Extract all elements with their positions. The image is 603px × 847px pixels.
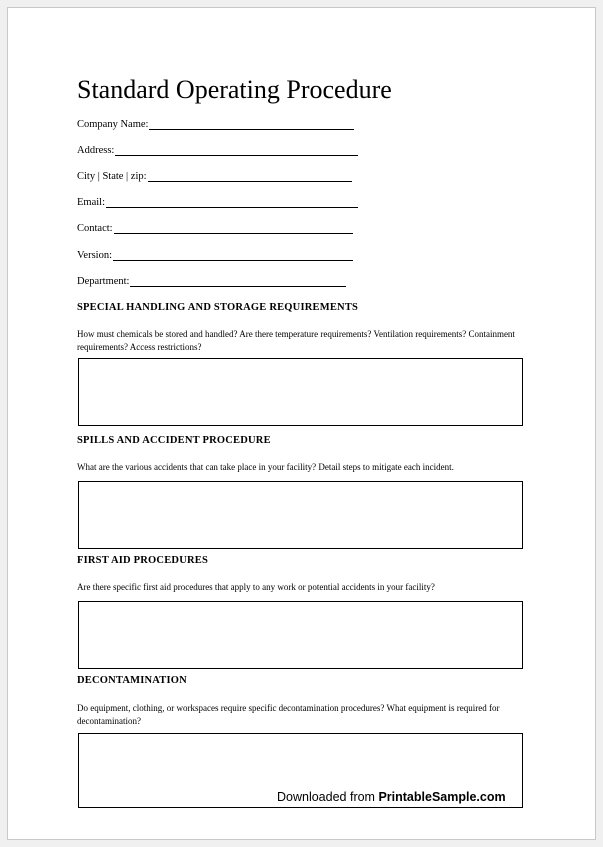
page-title: Standard Operating Procedure xyxy=(77,75,392,104)
field-line[interactable] xyxy=(106,197,358,208)
company-name-field[interactable] xyxy=(77,119,354,130)
field-line[interactable] xyxy=(148,171,352,182)
section-question: What are the various accidents that can take place in your facility? Detail steps to mitigate each incident. xyxy=(77,462,454,472)
field-label: Company Name: xyxy=(77,119,149,130)
email-field[interactable] xyxy=(77,197,358,208)
field-label: Address: xyxy=(77,145,115,156)
field-line[interactable] xyxy=(114,223,353,234)
section-heading: FIRST AID PROCEDURES xyxy=(77,555,208,566)
field-line[interactable] xyxy=(113,250,353,261)
field-label: City | State | zip: xyxy=(77,171,147,182)
first-aid-answer-box[interactable] xyxy=(78,601,523,669)
field-line[interactable] xyxy=(115,145,358,156)
field-label: Email: xyxy=(77,197,105,208)
version-field[interactable] xyxy=(77,250,353,261)
field-label: Version: xyxy=(77,250,112,261)
city-state-zip-field[interactable] xyxy=(77,171,352,182)
section-heading: SPILLS AND ACCIDENT PROCEDURE xyxy=(77,435,271,446)
field-line[interactable] xyxy=(130,276,346,287)
field-label: Department: xyxy=(77,276,130,287)
download-source-watermark xyxy=(277,790,506,804)
handling-storage-answer-box[interactable] xyxy=(78,358,523,426)
field-label: Contact: xyxy=(77,223,113,234)
section-question: How must chemicals be stored and handled? Are there temperature requirements? Ventilation requirements? Containment requirements? Access restrictions? xyxy=(77,329,515,352)
spills-accident-answer-box[interactable] xyxy=(78,481,523,549)
department-field[interactable] xyxy=(77,276,346,287)
section-heading: SPECIAL HANDLING AND STORAGE REQUIREMENTS xyxy=(77,302,359,313)
section-question: Are there specific first aid procedures that apply to any work or potential accidents in your facility? xyxy=(77,582,435,592)
field-line[interactable] xyxy=(149,119,354,130)
section-heading: DECONTAMINATION xyxy=(77,675,187,686)
section-question: Do equipment, clothing, or workspaces require specific decontamination procedures? What equipment is required for decontamination? xyxy=(77,703,500,726)
address-field[interactable] xyxy=(77,145,358,156)
footer-site: PrintableSample.com xyxy=(378,790,506,804)
document-page xyxy=(7,7,596,840)
footer-prefix: Downloaded from xyxy=(277,790,379,804)
contact-field[interactable] xyxy=(77,223,353,234)
